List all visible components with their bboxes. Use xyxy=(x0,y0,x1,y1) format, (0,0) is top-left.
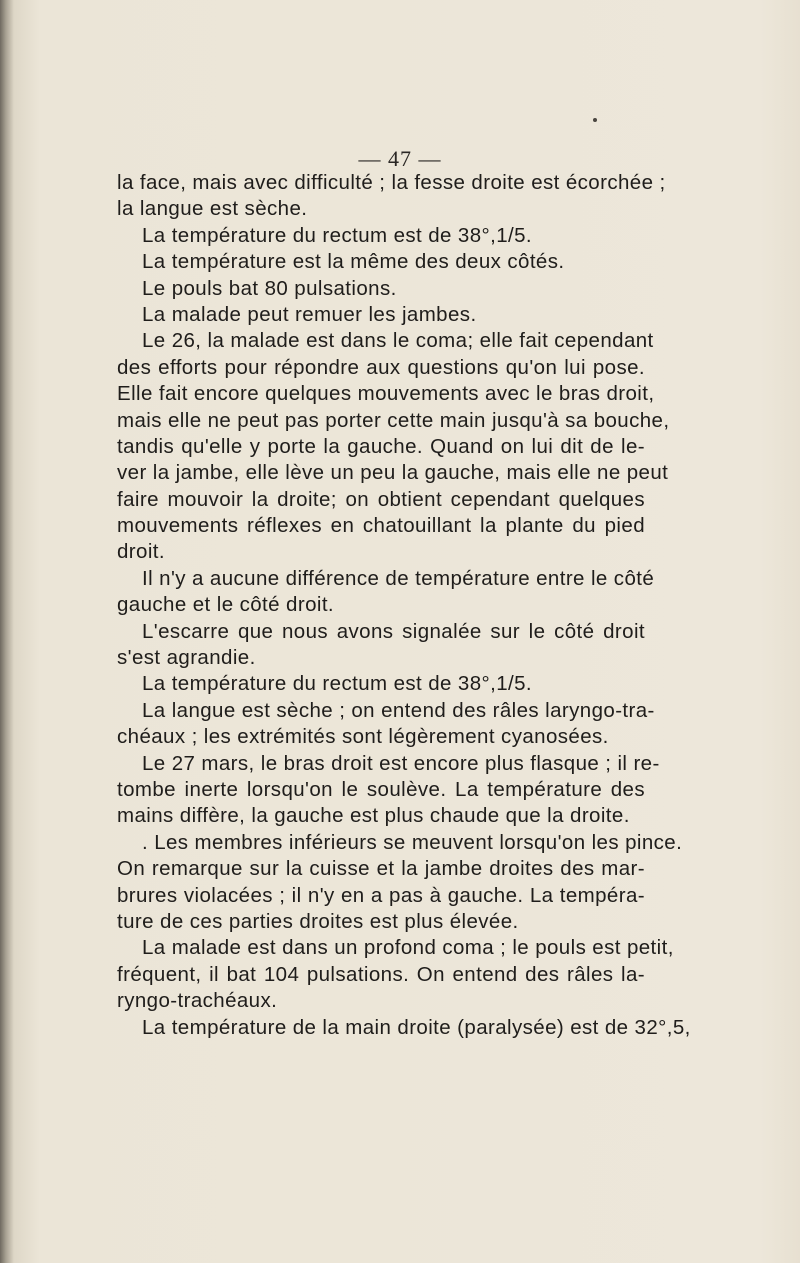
text-line: Elle fait encore quelques mouvements avec le bras droit, xyxy=(117,382,655,406)
page-body-text xyxy=(117,170,691,1041)
text-line: La malade peut remuer les jambes. xyxy=(142,302,477,326)
speck-mark xyxy=(593,118,597,122)
text-line: . Les membres inférieurs se meuvent lorsqu'on les pince. xyxy=(142,830,683,854)
text-line: chéaux ; les extrémités sont légèrement cyanosées. xyxy=(117,725,609,749)
text-line: tombe inerte lorsqu'on le soulève. La température des xyxy=(117,777,645,801)
text-line: tandis qu'elle y porte la gauche. Quand on lui dit de le- xyxy=(117,434,645,458)
text-line: s'est agrandie. xyxy=(117,646,256,670)
text-line: gauche et le côté droit. xyxy=(117,593,335,617)
text-line: Le pouls bat 80 pulsations. xyxy=(142,276,397,300)
text-line: ture de ces parties droites est plus élevée. xyxy=(117,909,519,933)
text-line: mouvements réflexes en chatouillant la plante du pied xyxy=(117,514,645,538)
text-line: Il n'y a aucune différence de température entre le côté xyxy=(142,566,655,590)
text-line: la langue est sèche. xyxy=(117,197,308,221)
text-line: La température de la main droite (paralysée) est de 32°,5, xyxy=(142,1015,691,1039)
text-line: mains diffère, la gauche est plus chaude que la droite. xyxy=(117,804,630,828)
text-line: faire mouvoir la droite; on obtient cependant quelques xyxy=(117,487,645,511)
text-line: ver la jambe, elle lève un peu la gauche, mais elle ne peut xyxy=(117,461,669,485)
text-line: Le 26, la malade est dans le coma; elle fait cependant xyxy=(142,329,654,353)
text-line: droit. xyxy=(117,540,165,564)
text-line: L'escarre que nous avons signalée sur le côté droit xyxy=(142,619,645,643)
text-line: brures violacées ; il n'y en a pas à gauche. La tempéra- xyxy=(117,883,645,907)
text-line: La température est la même des deux côtés. xyxy=(142,250,565,274)
text-line: La langue est sèche ; on entend des râles laryngo-tra- xyxy=(142,698,655,722)
text-line: La température du rectum est de 38°,1/5. xyxy=(142,672,532,696)
text-line: fréquent, il bat 104 pulsations. On entend des râles la- xyxy=(117,962,645,986)
text-line: mais elle ne peut pas porter cette main jusqu'à sa bouche, xyxy=(117,408,670,432)
text-line: On remarque sur la cuisse et la jambe droites des mar- xyxy=(117,857,645,881)
text-line: Le 27 mars, le bras droit est encore plus flasque ; il re- xyxy=(142,751,660,775)
text-line: La malade est dans un profond coma ; le pouls est petit, xyxy=(142,936,674,960)
text-line: ryngo-trachéaux. xyxy=(117,989,278,1013)
text-line: La température du rectum est de 38°,1/5. xyxy=(142,223,532,247)
page-number: — 47 — xyxy=(358,146,442,171)
text-line: des efforts pour répondre aux questions qu'on lui pose. xyxy=(117,355,645,379)
text-line: la face, mais avec difficulté ; la fesse droite est écorchée ; xyxy=(117,171,666,194)
